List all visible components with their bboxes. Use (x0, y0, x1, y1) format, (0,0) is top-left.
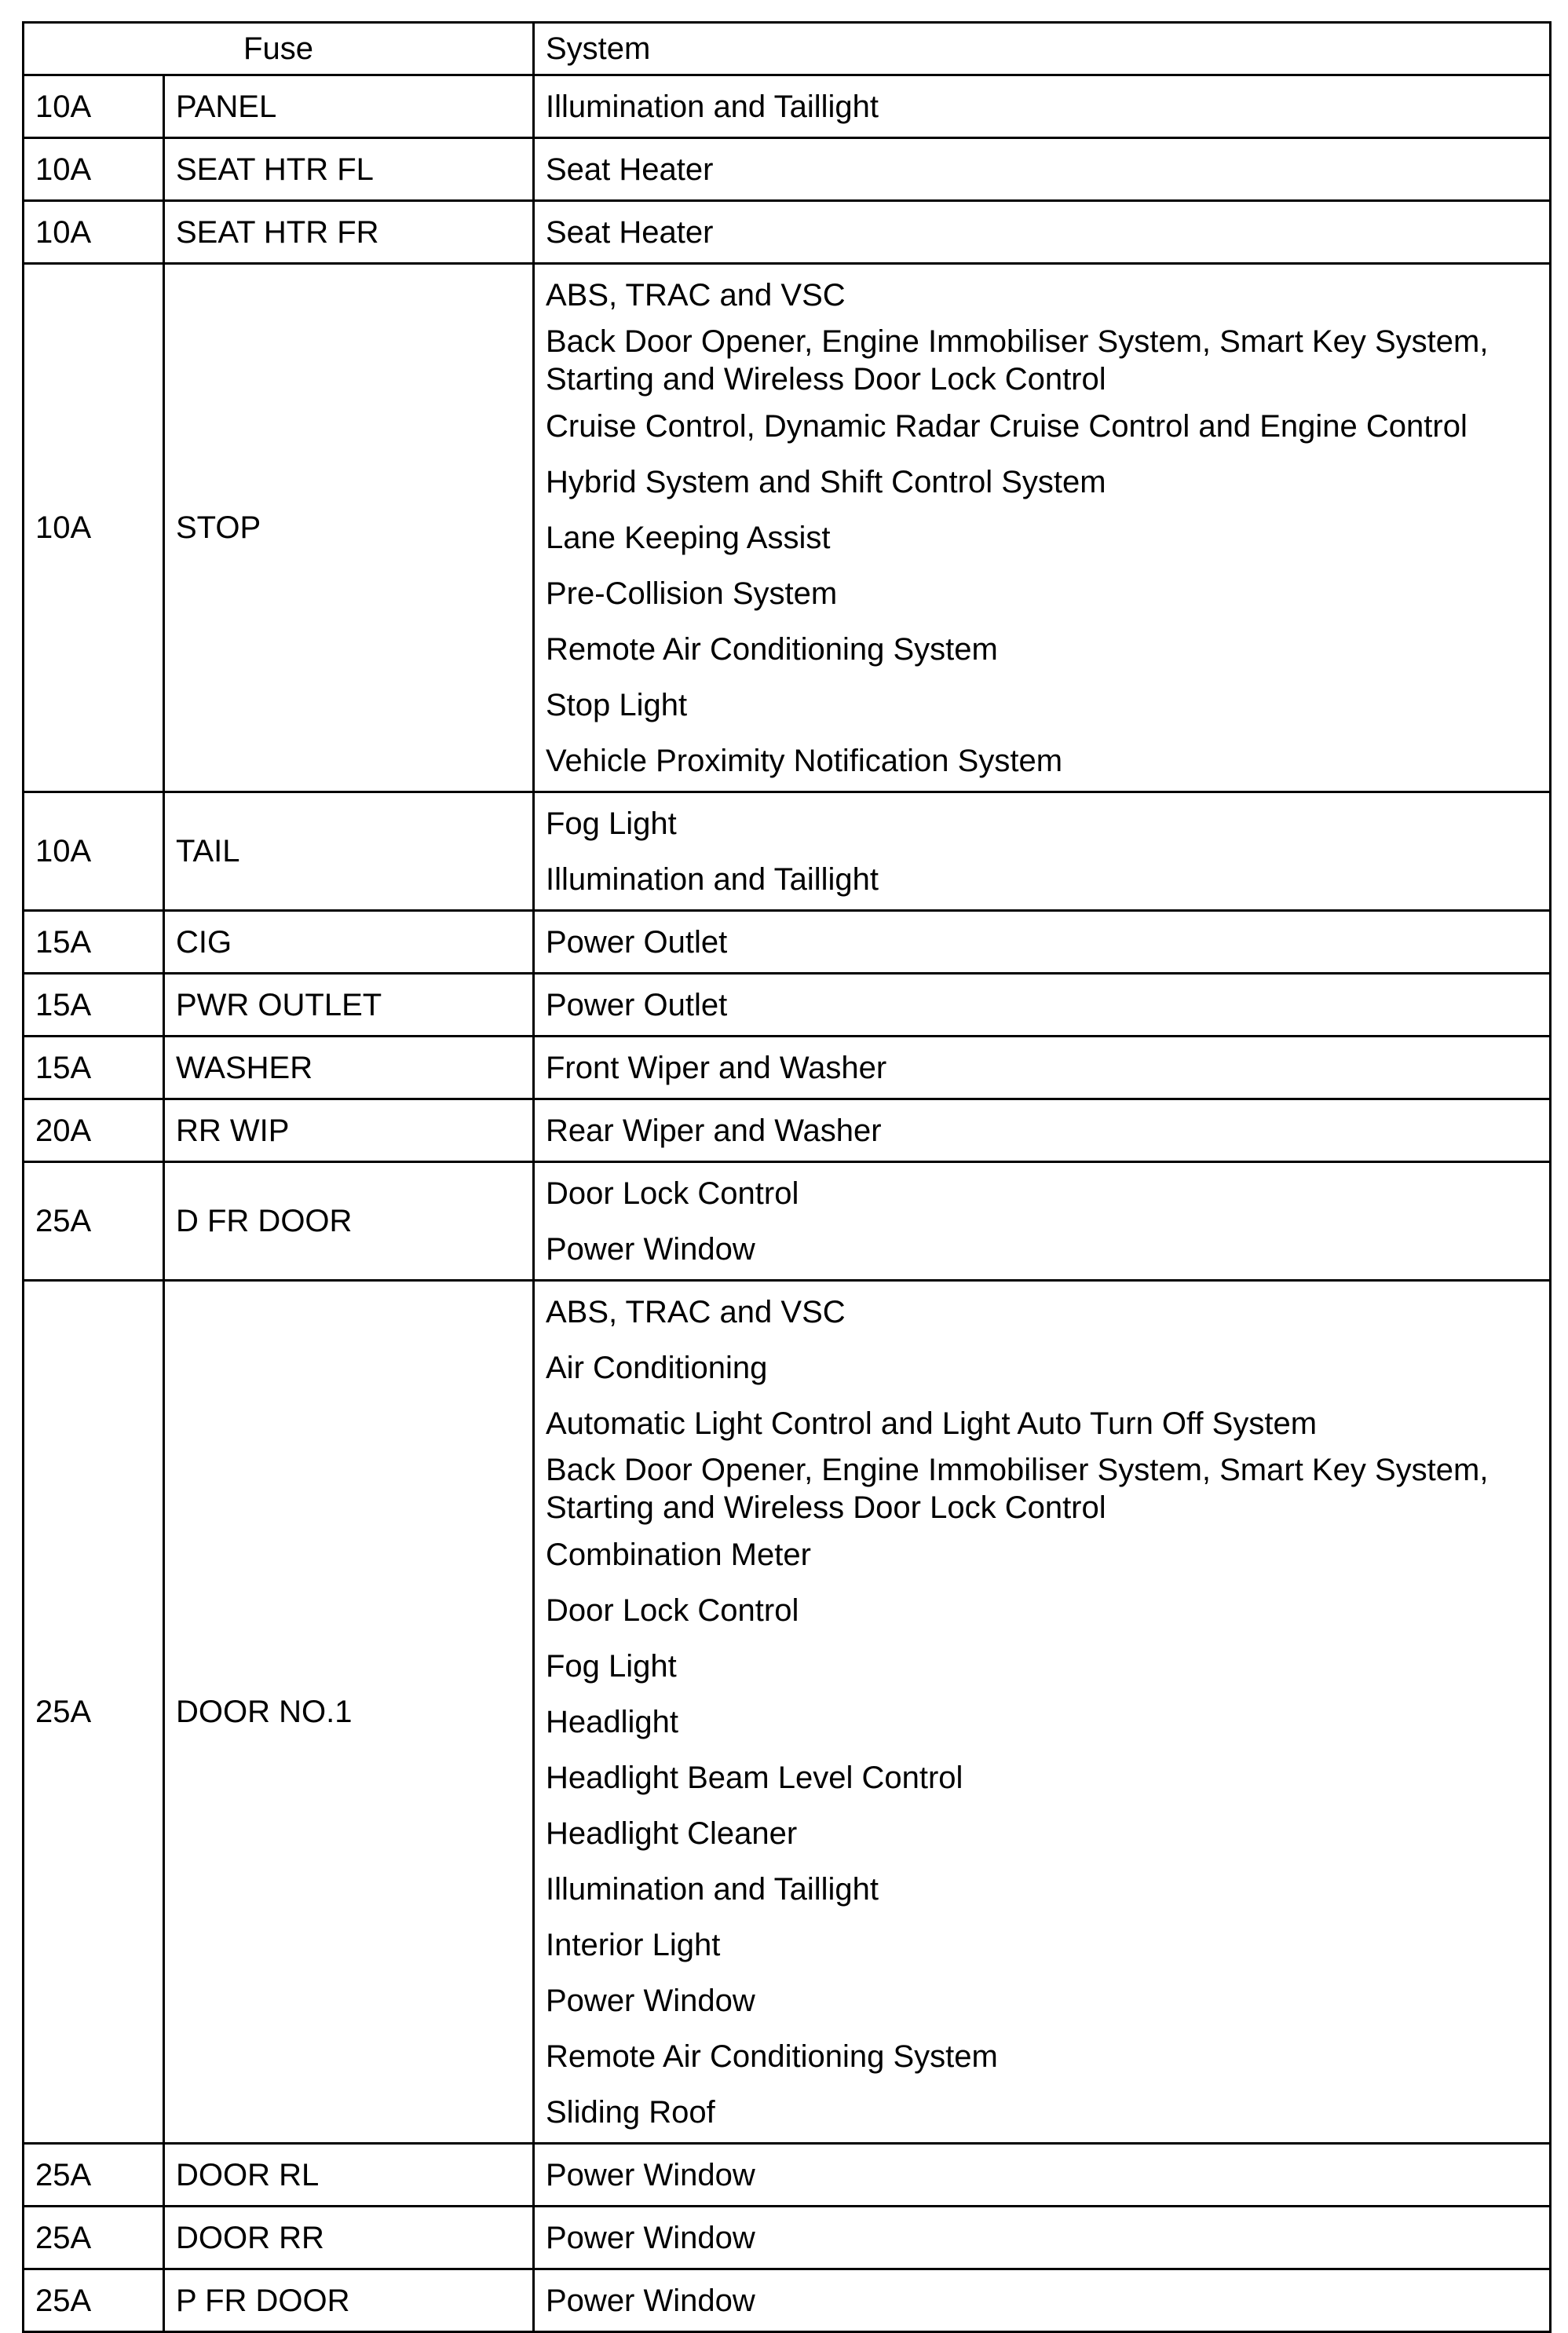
system-entry: Front Wiper and Washer (546, 1050, 887, 1085)
fuse-name: TAIL (164, 792, 534, 911)
system-entry: Power Window (546, 2157, 755, 2192)
system-list (534, 2269, 1551, 2332)
fuse-amperage: 10A (24, 264, 164, 792)
system-list (534, 1037, 1551, 1099)
system-entry: Remote Air Conditioning System (546, 631, 998, 667)
system-column-header: System (534, 23, 1551, 75)
fuse-amperage: 25A (24, 2207, 164, 2269)
fuse-amperage: 25A (24, 1162, 164, 1281)
system-entry: Power Window (546, 1231, 755, 1267)
system-entry: Sliding Roof (546, 2094, 715, 2130)
table-row (24, 2269, 1551, 2332)
fuse-name: DOOR RL (164, 2144, 534, 2207)
fuse-name: P FR DOOR (164, 2269, 534, 2332)
table-row (24, 1037, 1551, 1099)
system-list (534, 264, 1551, 792)
fuse-amperage: 15A (24, 1037, 164, 1099)
system-entry: Power Window (546, 2220, 755, 2255)
table-row (24, 974, 1551, 1037)
fuse-name: PANEL (164, 75, 534, 138)
system-entry: ABS, TRAC and VSC (546, 1294, 846, 1329)
fuse-name: WASHER (164, 1037, 534, 1099)
system-entry: Illumination and Taillight (546, 861, 879, 897)
system-list (534, 2144, 1551, 2207)
system-list (534, 75, 1551, 138)
system-entry: Lane Keeping Assist (546, 520, 831, 555)
system-entry: Rear Wiper and Washer (546, 1113, 882, 1148)
fuse-name: STOP (164, 264, 534, 792)
system-entry: Back Door Opener, Engine Immobiliser System, Smart Key System, Starting and Wireless Door Lock Control (546, 324, 1489, 397)
table-row (24, 2144, 1551, 2207)
table-row (24, 1281, 1551, 2144)
system-entry: Power Window (546, 1983, 755, 2018)
table-row (24, 75, 1551, 138)
fuse-name: SEAT HTR FL (164, 138, 534, 201)
system-entry: Seat Heater (546, 214, 714, 250)
table-row (24, 792, 1551, 911)
system-entry: Vehicle Proximity Notification System (546, 743, 1063, 778)
system-list (534, 2207, 1551, 2269)
system-entry: ABS, TRAC and VSC (546, 277, 846, 313)
fuse-amperage: 10A (24, 201, 164, 264)
system-entry: Hybrid System and Shift Control System (546, 464, 1106, 499)
system-entry: Power Window (546, 2283, 755, 2318)
table-row (24, 911, 1551, 974)
system-entry: Fog Light (546, 1648, 677, 1684)
system-entry: Headlight Cleaner (546, 1816, 798, 1851)
table-header-row (24, 23, 1551, 75)
table-row (24, 264, 1551, 792)
system-entry: Illumination and Taillight (546, 1871, 879, 1907)
system-entry: Headlight (546, 1704, 679, 1739)
fuse-name: RR WIP (164, 1099, 534, 1162)
table-row (24, 2207, 1551, 2269)
fuse-name: D FR DOOR (164, 1162, 534, 1281)
system-entry: Power Outlet (546, 987, 728, 1022)
fuse-amperage: 25A (24, 2144, 164, 2207)
system-list (534, 792, 1551, 911)
system-entry: Fog Light (546, 806, 677, 841)
fuse-name: CIG (164, 911, 534, 974)
system-entry: Seat Heater (546, 152, 714, 187)
system-entry: Cruise Control, Dynamic Radar Cruise Control and Engine Control (546, 408, 1467, 444)
system-list (534, 1162, 1551, 1281)
system-list (534, 974, 1551, 1037)
system-list (534, 1099, 1551, 1162)
fuse-amperage: 25A (24, 2269, 164, 2332)
system-list (534, 138, 1551, 201)
system-entry: Power Outlet (546, 924, 728, 960)
table-row (24, 1162, 1551, 1281)
system-list (534, 911, 1551, 974)
system-entry: Door Lock Control (546, 1593, 799, 1628)
system-entry: Interior Light (546, 1927, 721, 1962)
fuse-name: SEAT HTR FR (164, 201, 534, 264)
fuse-amperage: 15A (24, 911, 164, 974)
fuse-amperage: 10A (24, 792, 164, 911)
system-entry: Automatic Light Control and Light Auto Turn Off System (546, 1406, 1318, 1441)
fuse-amperage: 20A (24, 1099, 164, 1162)
system-entry: Headlight Beam Level Control (546, 1760, 963, 1795)
fuse-column-header: Fuse (24, 23, 534, 75)
table-row (24, 1099, 1551, 1162)
table-body (24, 75, 1551, 2332)
system-entry: Back Door Opener, Engine Immobiliser System, Smart Key System, Starting and Wireless Door Lock Control (546, 1453, 1489, 1525)
system-entry: Stop Light (546, 687, 688, 722)
fuse-name: PWR OUTLET (164, 974, 534, 1037)
fuse-amperage: 25A (24, 1281, 164, 2144)
system-entry: Combination Meter (546, 1537, 811, 1572)
fuse-name: DOOR RR (164, 2207, 534, 2269)
system-entry: Illumination and Taillight (546, 89, 879, 124)
fuse-table (22, 21, 1552, 2333)
fuse-name: DOOR NO.1 (164, 1281, 534, 2144)
table-row (24, 138, 1551, 201)
table-row (24, 201, 1551, 264)
system-list (534, 201, 1551, 264)
system-entry: Remote Air Conditioning System (546, 2039, 998, 2074)
system-entry: Pre-Collision System (546, 576, 838, 611)
fuse-amperage: 10A (24, 138, 164, 201)
fuse-amperage: 15A (24, 974, 164, 1037)
system-entry: Door Lock Control (546, 1176, 799, 1211)
system-list (534, 1281, 1551, 2144)
fuse-amperage: 10A (24, 75, 164, 138)
system-entry: Air Conditioning (546, 1350, 768, 1385)
